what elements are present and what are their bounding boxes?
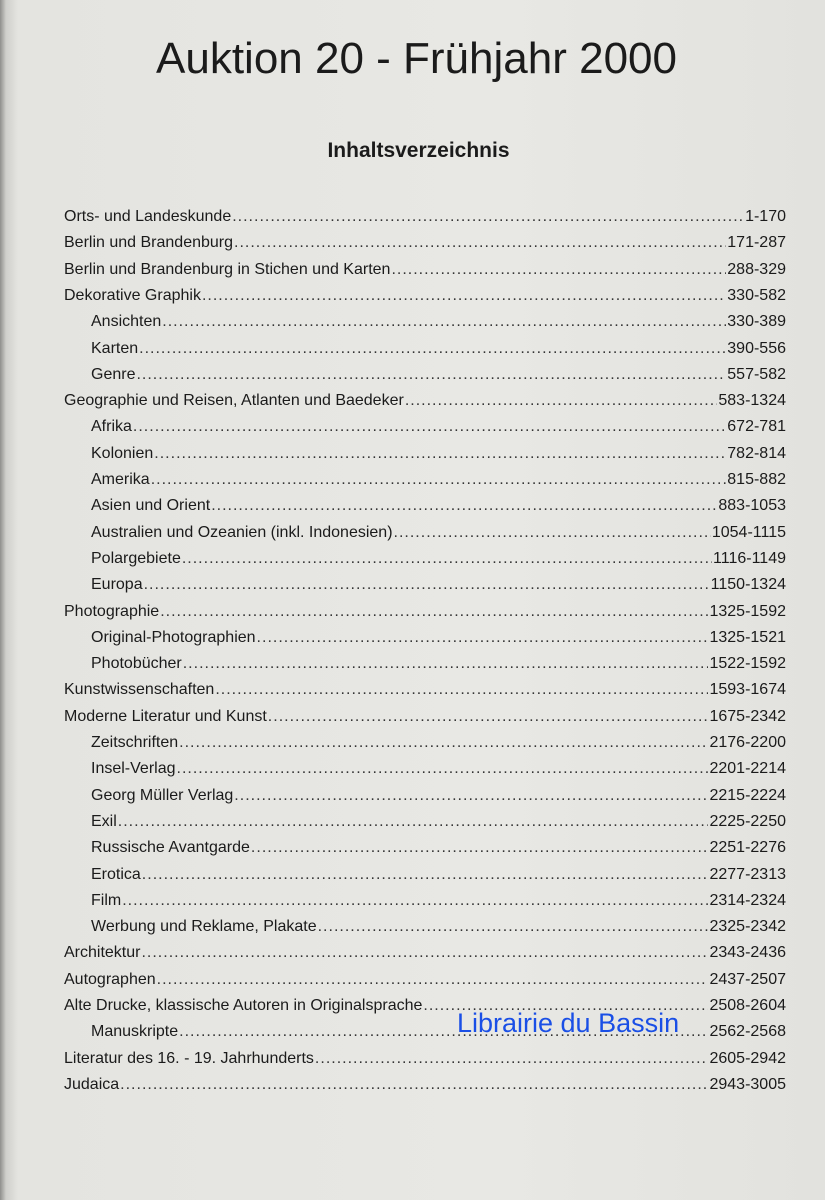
dot-leader bbox=[122, 892, 708, 910]
toc-entry-range: 1325-1592 bbox=[709, 602, 786, 620]
toc-entry-range: 2943-3005 bbox=[709, 1075, 786, 1093]
toc-entry-label: Zeitschriften bbox=[91, 734, 179, 751]
toc-entry-range: 390-556 bbox=[727, 339, 786, 357]
toc-entry-range: 1593-1674 bbox=[709, 681, 786, 699]
dot-leader bbox=[394, 524, 711, 542]
toc-entry-range: 2225-2250 bbox=[709, 812, 786, 830]
dot-leader bbox=[202, 287, 726, 305]
toc-entry-label: Genre bbox=[91, 365, 136, 383]
toc-entry bbox=[64, 603, 786, 627]
toc-entry-label: Literatur des 16. - 19. Jahrhunderts bbox=[64, 1049, 314, 1067]
dot-leader bbox=[391, 261, 726, 279]
dot-leader bbox=[177, 760, 709, 778]
toc-entry-range: 2215-2224 bbox=[709, 786, 786, 804]
toc-entry-range: 330-389 bbox=[727, 313, 786, 331]
toc-entry-label: Karten bbox=[91, 339, 139, 357]
toc-entry-label: Kunstwissenschaften bbox=[64, 681, 215, 699]
toc-entry-range: 2437-2507 bbox=[709, 970, 786, 988]
toc-entry bbox=[91, 471, 786, 495]
toc-entry-label: Architektur bbox=[64, 944, 141, 962]
dot-leader bbox=[315, 1050, 709, 1068]
toc-entry-label: Film bbox=[91, 891, 122, 909]
toc-entry bbox=[91, 813, 786, 837]
toc-entry-label: Dekorative Graphik bbox=[64, 286, 201, 304]
dot-leader bbox=[179, 734, 708, 752]
toc-entry-range: 883-1053 bbox=[718, 497, 786, 515]
toc-entry-label: Asien und Orient bbox=[91, 497, 211, 515]
toc-entry-label: Geographie und Reisen, Atlanten und Baedeker bbox=[64, 392, 404, 410]
dot-leader bbox=[405, 392, 718, 410]
dot-leader bbox=[318, 918, 709, 936]
toc-entry bbox=[91, 1023, 786, 1047]
toc-heading: Inhaltsverzeichnis bbox=[327, 139, 510, 162]
toc-entry-label: Werbung und Reklame, Plakate bbox=[91, 918, 317, 936]
toc-entry-range: 583-1324 bbox=[718, 392, 786, 410]
page-title: Auktion 20 - Frühjahr 2000 bbox=[156, 34, 677, 83]
toc-entry bbox=[91, 313, 786, 337]
toc-entry-label: Photobücher bbox=[91, 655, 182, 673]
toc-entry-label: Polargebiete bbox=[91, 549, 181, 567]
toc-entry-label: Original-Photographien bbox=[91, 628, 256, 646]
toc-entry bbox=[64, 1050, 786, 1074]
dot-leader bbox=[144, 576, 710, 594]
toc-entry bbox=[91, 445, 786, 469]
toc-entry bbox=[91, 760, 786, 784]
toc-entry-range: 1116-1149 bbox=[713, 549, 786, 567]
toc-entry-range: 288-329 bbox=[727, 260, 786, 278]
dot-leader bbox=[183, 655, 709, 673]
dot-leader bbox=[257, 629, 709, 647]
dot-leader bbox=[251, 839, 709, 857]
toc-entry bbox=[64, 287, 786, 311]
toc-entry-range: 815-882 bbox=[727, 471, 786, 488]
toc-entry-range: 2251-2276 bbox=[709, 839, 786, 857]
toc-entry-range: 2343-2436 bbox=[709, 944, 786, 962]
dot-leader bbox=[268, 708, 709, 726]
toc-entry bbox=[91, 734, 786, 758]
dot-leader bbox=[232, 208, 744, 226]
toc-entry-range: 2277-2313 bbox=[709, 865, 786, 883]
toc-entry bbox=[64, 944, 786, 968]
toc-entry-range: 1054-1115 bbox=[711, 523, 786, 541]
toc-entry bbox=[64, 1076, 786, 1100]
toc-entry-label: Orts- und Landeskunde bbox=[64, 208, 232, 225]
toc-entry-label: Judaica bbox=[64, 1075, 120, 1093]
toc-entry-range: 2562-2568 bbox=[709, 1023, 786, 1041]
toc-entry-range: 1522-1592 bbox=[709, 655, 786, 673]
toc-entry-range: 171-287 bbox=[727, 234, 786, 252]
toc-entry-label: Exil bbox=[91, 812, 117, 830]
toc-entry bbox=[91, 524, 786, 548]
toc-entry bbox=[91, 340, 786, 364]
toc-entry bbox=[64, 681, 786, 705]
toc-entry-range: 2176-2200 bbox=[709, 734, 786, 751]
dot-leader bbox=[151, 471, 727, 489]
toc-entry-range: 672-781 bbox=[727, 418, 786, 436]
dot-leader bbox=[120, 1076, 708, 1094]
toc-entry-label: Afrika bbox=[91, 418, 132, 436]
toc-entry-range: 1675-2342 bbox=[709, 707, 786, 725]
dot-leader bbox=[215, 681, 708, 699]
dot-leader bbox=[154, 445, 726, 463]
dot-leader bbox=[118, 813, 709, 831]
toc-entry-range: 2201-2214 bbox=[709, 760, 786, 778]
toc-entry-label: Amerika bbox=[91, 471, 150, 488]
toc-entry bbox=[64, 261, 786, 285]
toc-entry bbox=[91, 418, 786, 442]
toc-entry-label: Europa bbox=[91, 576, 143, 594]
dot-leader bbox=[211, 497, 717, 515]
toc-entry-label: Ansichten bbox=[91, 313, 162, 331]
toc-entry-label: Erotica bbox=[91, 865, 141, 883]
dot-leader bbox=[160, 603, 708, 621]
toc-entry-label: Photographie bbox=[64, 602, 160, 620]
toc-entry bbox=[91, 550, 786, 574]
toc-entry-label: Autographen bbox=[64, 970, 156, 988]
toc-entry-range: 330-582 bbox=[727, 286, 786, 304]
dot-leader bbox=[139, 340, 726, 358]
toc-entry bbox=[91, 576, 786, 600]
toc-entry bbox=[91, 497, 786, 521]
toc-entry bbox=[64, 971, 786, 995]
toc-entry-range: 2508-2604 bbox=[709, 997, 786, 1014]
toc-entry bbox=[91, 366, 786, 390]
dot-leader bbox=[157, 971, 709, 989]
toc-entry-range: 1150-1324 bbox=[710, 576, 786, 594]
toc-entry-label: Kolonien bbox=[91, 444, 154, 462]
toc-entry-label: Australien und Ozeanien (inkl. Indonesien) bbox=[91, 523, 393, 541]
toc-entry-range: 2314-2324 bbox=[709, 891, 786, 909]
dot-leader bbox=[136, 366, 726, 384]
toc-entry-label: Alte Drucke, klassische Autoren in Originalsprache bbox=[64, 997, 423, 1014]
toc-entry bbox=[64, 708, 786, 732]
toc-entry bbox=[64, 392, 786, 416]
toc-entry-range: 782-814 bbox=[727, 444, 786, 462]
toc-entry-range: 1325-1521 bbox=[709, 628, 786, 646]
toc-entry bbox=[91, 839, 786, 863]
toc-entry-label: Berlin und Brandenburg bbox=[64, 234, 234, 252]
watermark: Librairie du Bassin bbox=[457, 1008, 680, 1038]
toc-entry-label: Russische Avantgarde bbox=[91, 839, 250, 857]
toc-entry bbox=[91, 866, 786, 890]
toc-entry-label: Moderne Literatur und Kunst bbox=[64, 707, 267, 725]
toc-entry bbox=[91, 892, 786, 916]
toc-entry-range: 2325-2342 bbox=[709, 918, 786, 936]
dot-leader bbox=[234, 234, 726, 252]
toc-entry bbox=[91, 629, 786, 653]
toc-entry-label: Georg Müller Verlag bbox=[91, 786, 234, 804]
toc-entry bbox=[91, 918, 786, 942]
toc-entry bbox=[91, 787, 786, 811]
toc-entry bbox=[64, 234, 786, 258]
toc-entry-label: Insel-Verlag bbox=[91, 760, 176, 778]
toc-entry-range: 2605-2942 bbox=[709, 1049, 786, 1067]
toc-entry-range: 557-582 bbox=[727, 365, 786, 383]
toc-entry-label: Manuskripte bbox=[91, 1023, 179, 1041]
toc-entry-range: 1-170 bbox=[745, 208, 786, 225]
toc-entry-label: Berlin und Brandenburg in Stichen und Karten bbox=[64, 260, 391, 278]
toc-entry bbox=[64, 208, 786, 232]
dot-leader bbox=[234, 787, 708, 805]
dot-leader bbox=[182, 550, 712, 568]
toc-entry bbox=[91, 655, 786, 679]
dot-leader bbox=[162, 313, 726, 331]
dot-leader bbox=[142, 866, 709, 884]
dot-leader bbox=[133, 418, 726, 436]
dot-leader bbox=[141, 944, 708, 962]
